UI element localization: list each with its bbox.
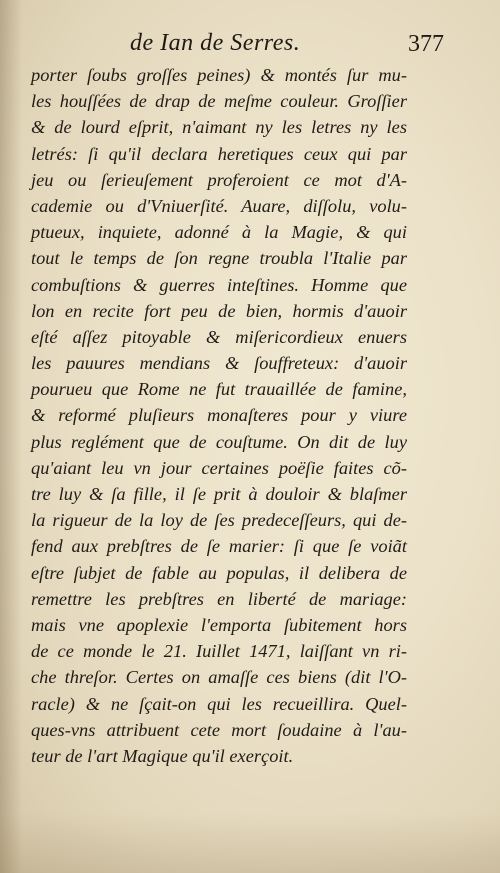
running-head: de Ian de Serres.	[130, 30, 301, 56]
text-line: pourueu que Rome ne fut trauaillée de famine,	[31, 379, 407, 400]
text-line: les pauures mendians & ſouffreteux: d'auoir	[31, 353, 407, 374]
text-line: & de lourd eſprit, n'aimant ny les letres ny les	[31, 117, 407, 138]
text-line: eſté aſſez pitoyable & miſericordieux enuers	[31, 326, 407, 347]
text-line: de ce monde le 21. Iuillet 1471, laiſſant vn ri-	[31, 641, 407, 662]
text-line: porter ſoubs groſſes peines) & montés ſur mu-	[31, 65, 407, 85]
text-line: cademie ou d'Vniuerſité. Auare, diſſolu, volu-	[31, 195, 407, 216]
text-line: les houſſées de drap de meſme couleur. Groſſier	[31, 91, 407, 112]
page-number: 377	[408, 31, 444, 57]
text-line: combuſtions & guerres inteſtines. Homme que	[31, 274, 407, 295]
text-line: jeu ou ſerieuſement proferoient ce mot d'A-	[31, 169, 407, 190]
text-line: lon en recite fort peu de bien, hormis d'auoir	[31, 300, 407, 321]
text-line: fend aux prebſtres de ſe marier: ſi que ſe voiãt	[31, 536, 407, 557]
text-line: eſtre ſubjet de fable au populas, il delibera de	[31, 562, 407, 583]
text-line: plus reglément que de couſtume. On dit de luy	[31, 431, 407, 452]
text-line: letrés: ſi qu'il declara heretiques ceux qui par	[31, 143, 407, 164]
text-line: mais vne apoplexie l'emporta ſubitement hors	[31, 614, 407, 635]
text-line: la rigueur de la loy de ſes predeceſſeurs, qui de-	[31, 510, 407, 531]
page-edge-shade	[0, 813, 500, 873]
text-line: tre luy & ſa fille, il ſe prit à douloir & blaſmer	[31, 484, 407, 504]
text-line: & reformé pluſieurs monaſteres pour y viure	[31, 405, 407, 426]
body-text	[31, 62, 407, 769]
text-line: ptueux, inquiete, adonné à la Magie, & qui	[31, 222, 407, 243]
text-line: remettre les prebſtres en liberté de mariage:	[31, 588, 407, 609]
text-line: che threſor. Certes on amaſſe ces biens (dit l'O-	[31, 667, 407, 688]
text-line: qu'aiant leu vn jour certaines poëſie faites cõ-	[31, 457, 407, 478]
text-line: teur de l'art Magique qu'il exerçoit.	[31, 745, 294, 766]
text-line: racle) & ne ſçait-on qui les recueillira. Quel-	[31, 693, 407, 714]
gutter-shadow	[0, 0, 22, 873]
text-line: tout le temps de ſon regne troubla l'Italie par	[31, 248, 407, 269]
text-line: ques-vns attribuent cete mort ſoudaine à l'au-	[31, 719, 407, 740]
